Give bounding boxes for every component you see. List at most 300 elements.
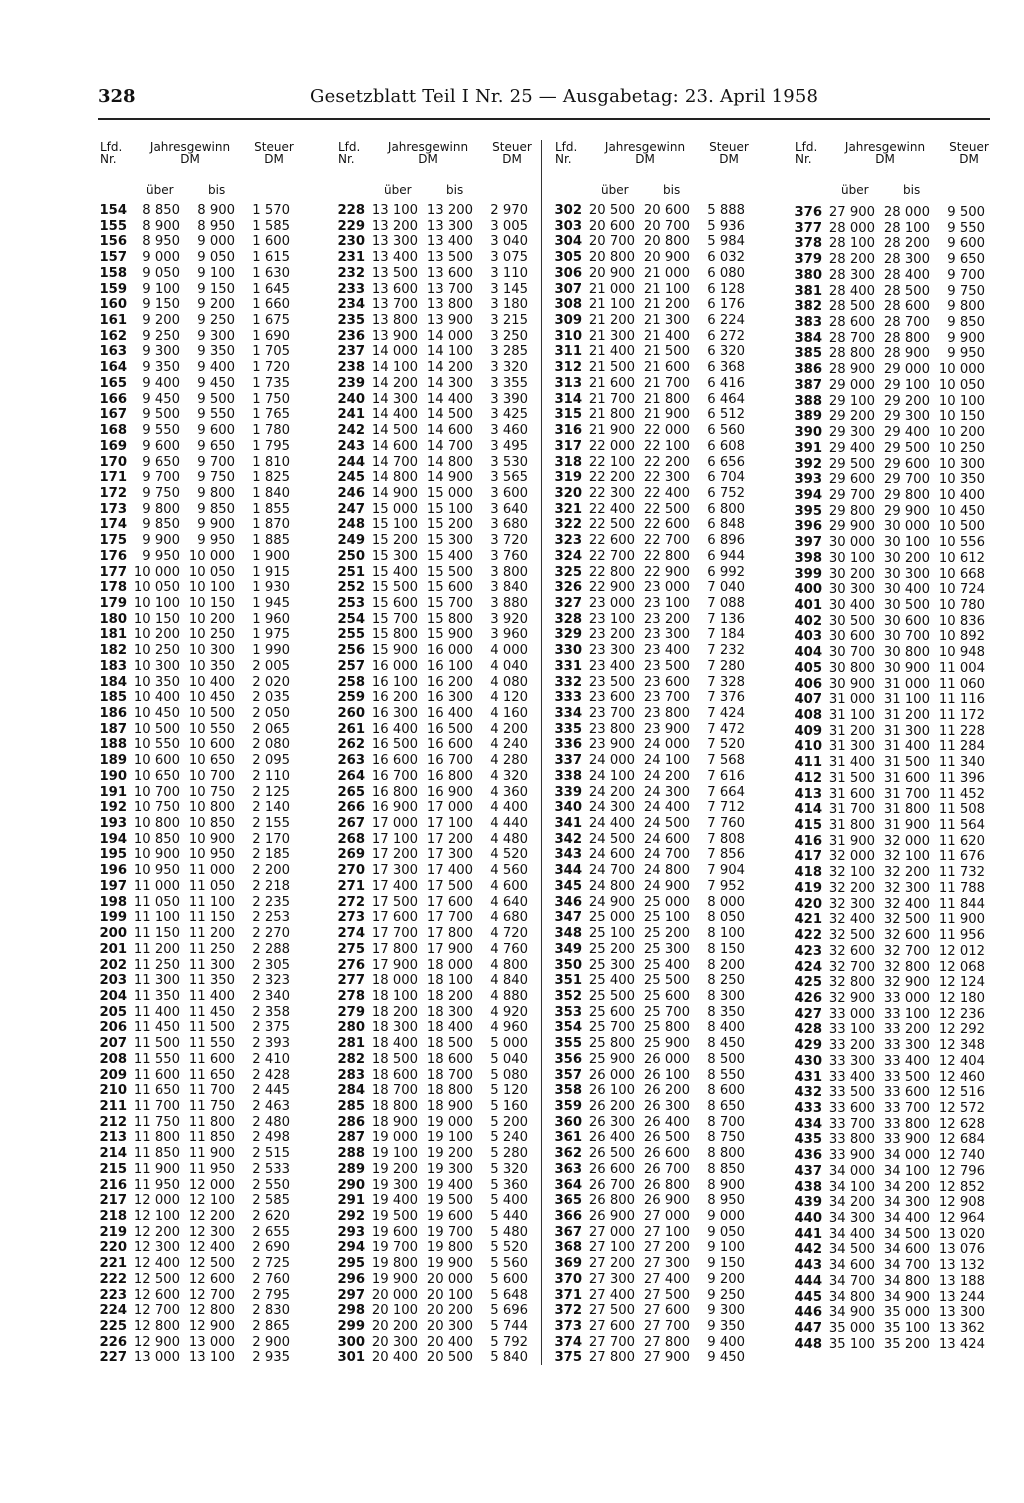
cell-steuer: 9 900 [947, 330, 985, 346]
cell-gewinn-bis: 9 900 [197, 517, 235, 533]
cell-gewinn-bis: 32 000 [883, 833, 930, 849]
cell-lfd-nr: 407 [794, 692, 822, 708]
table-row [100, 1052, 300, 1068]
cell-gewinn-bis: 19 800 [426, 1240, 473, 1256]
cell-gewinn-ueber: 21 100 [588, 297, 635, 313]
cell-lfd-nr: 391 [794, 440, 822, 456]
cell-steuer: 13 132 [938, 1258, 985, 1274]
cell-gewinn-ueber: 11 950 [133, 1177, 180, 1193]
header-ueber: über [601, 183, 629, 197]
cell-gewinn-ueber: 9 650 [142, 454, 180, 470]
table-row [338, 455, 538, 471]
table-row [555, 1350, 755, 1366]
cell-gewinn-bis: 19 900 [426, 1256, 473, 1272]
cell-gewinn-ueber: 12 100 [133, 1209, 180, 1224]
cell-steuer: 5 840 [490, 1350, 528, 1366]
cell-steuer: 4 720 [490, 926, 528, 942]
cell-lfd-nr: 375 [554, 1350, 582, 1366]
table-row [795, 394, 995, 410]
cell-gewinn-ueber: 31 800 [828, 818, 875, 834]
cell-gewinn-bis: 23 400 [643, 643, 690, 659]
cell-gewinn-ueber: 21 200 [588, 313, 635, 329]
cell-steuer: 13 188 [938, 1273, 985, 1289]
table-row [795, 645, 995, 661]
cell-steuer: 7 088 [707, 595, 745, 611]
cell-gewinn-ueber: 33 600 [828, 1100, 875, 1116]
table-row [338, 360, 538, 376]
cell-gewinn-bis: 27 500 [643, 1287, 690, 1303]
cell-lfd-nr: 294 [337, 1240, 365, 1256]
cell-gewinn-ueber: 14 900 [371, 485, 418, 501]
cell-lfd-nr: 243 [337, 438, 365, 454]
cell-lfd-nr: 185 [99, 690, 127, 706]
cell-gewinn-bis: 11 050 [188, 878, 235, 894]
cell-lfd-nr: 390 [794, 425, 822, 441]
table-row [338, 737, 538, 753]
table-row [100, 690, 300, 706]
cell-steuer: 2 125 [252, 784, 290, 800]
cell-steuer: 6 608 [707, 438, 745, 454]
table-row [338, 895, 538, 911]
cell-gewinn-ueber: 32 300 [828, 896, 875, 912]
cell-gewinn-ueber: 30 000 [828, 535, 875, 551]
cell-lfd-nr: 347 [554, 910, 582, 926]
cell-gewinn-ueber: 12 000 [133, 1193, 180, 1209]
cell-gewinn-ueber: 10 350 [133, 674, 180, 690]
table-row [555, 942, 755, 958]
cell-gewinn-bis: 17 600 [426, 894, 473, 910]
sub-header [555, 175, 755, 203]
cell-lfd-nr: 235 [337, 313, 365, 329]
cell-steuer: 1 900 [252, 548, 290, 564]
table-row [338, 879, 538, 895]
table-row [795, 567, 995, 583]
cell-gewinn-bis: 29 200 [883, 393, 930, 409]
table-row [338, 423, 538, 439]
table-row [555, 502, 755, 518]
table-row [100, 234, 300, 250]
cell-steuer: 1 750 [252, 391, 290, 407]
cell-lfd-nr: 205 [99, 1004, 127, 1020]
cell-lfd-nr: 361 [554, 1130, 582, 1146]
cell-gewinn-ueber: 33 000 [828, 1006, 875, 1022]
cell-gewinn-bis: 27 600 [643, 1303, 690, 1319]
cell-lfd-nr: 392 [794, 456, 822, 472]
cell-steuer: 8 300 [707, 988, 745, 1004]
cell-gewinn-ueber: 10 150 [133, 611, 180, 627]
cell-gewinn-bis: 10 200 [188, 611, 235, 627]
cell-gewinn-bis: 14 000 [426, 328, 473, 344]
cell-gewinn-bis: 30 500 [883, 597, 930, 613]
cell-steuer: 6 272 [707, 328, 745, 344]
table-row [338, 1335, 538, 1351]
table-row [338, 329, 538, 345]
table-row [100, 376, 300, 392]
cell-gewinn-bis: 34 500 [883, 1226, 930, 1242]
cell-gewinn-bis: 11 750 [188, 1098, 235, 1114]
table-row [100, 675, 300, 691]
cell-gewinn-bis: 10 850 [188, 816, 235, 832]
cell-steuer: 6 848 [707, 517, 745, 533]
cell-gewinn-bis: 18 900 [426, 1098, 473, 1114]
cell-gewinn-bis: 29 800 [883, 487, 930, 503]
cell-gewinn-bis: 13 700 [426, 281, 473, 297]
cell-gewinn-ueber: 35 000 [828, 1321, 875, 1337]
table-row [555, 1162, 755, 1178]
table-row [100, 863, 300, 879]
table-row [795, 582, 995, 598]
cell-gewinn-ueber: 12 600 [133, 1287, 180, 1303]
cell-gewinn-ueber: 17 300 [371, 863, 418, 879]
cell-lfd-nr: 400 [794, 582, 822, 598]
cell-lfd-nr: 371 [554, 1287, 582, 1303]
cell-gewinn-ueber: 21 600 [588, 375, 635, 391]
cell-gewinn-bis: 19 700 [426, 1224, 473, 1240]
table-row [795, 1195, 995, 1211]
table-row [338, 439, 538, 455]
cell-steuer: 3 425 [490, 407, 528, 423]
table-row [100, 580, 300, 596]
cell-gewinn-bis: 24 300 [643, 784, 690, 800]
cell-steuer: 6 176 [707, 297, 745, 313]
cell-gewinn-bis: 28 000 [883, 205, 930, 220]
cell-gewinn-ueber: 24 200 [588, 784, 635, 800]
cell-steuer: 10 780 [938, 597, 985, 613]
table-row [555, 360, 755, 376]
cell-lfd-nr: 223 [99, 1287, 127, 1303]
cell-gewinn-ueber: 10 900 [133, 847, 180, 863]
table-row [338, 1288, 538, 1304]
table-row [100, 737, 300, 753]
cell-lfd-nr: 444 [794, 1273, 822, 1289]
table-row [555, 596, 755, 612]
cell-gewinn-bis: 18 500 [426, 1036, 473, 1052]
table-row [338, 769, 538, 785]
cell-gewinn-bis: 18 800 [426, 1083, 473, 1099]
cell-gewinn-bis: 32 300 [883, 880, 930, 896]
cell-gewinn-ueber: 28 800 [828, 346, 875, 362]
cell-gewinn-bis: 34 000 [883, 1148, 930, 1164]
table-row [795, 739, 995, 755]
table-row [555, 1083, 755, 1099]
cell-steuer: 4 200 [490, 721, 528, 737]
table-row [555, 769, 755, 785]
cell-lfd-nr: 318 [554, 454, 582, 470]
cell-steuer: 12 684 [938, 1132, 985, 1148]
cell-steuer: 12 740 [938, 1148, 985, 1164]
cell-steuer: 1 645 [252, 281, 290, 297]
cell-gewinn-ueber: 32 100 [828, 865, 875, 881]
cell-gewinn-ueber: 18 300 [371, 1020, 418, 1036]
cell-gewinn-bis: 17 700 [426, 910, 473, 926]
cell-gewinn-ueber: 11 850 [133, 1146, 180, 1162]
cell-lfd-nr: 363 [554, 1161, 582, 1177]
cell-gewinn-bis: 28 900 [883, 346, 930, 362]
cell-lfd-nr: 221 [99, 1256, 127, 1272]
cell-gewinn-bis: 9 450 [197, 375, 235, 391]
cell-gewinn-bis: 29 500 [883, 440, 930, 456]
header-lfd-nr [100, 141, 122, 165]
cell-gewinn-ueber: 17 500 [371, 894, 418, 910]
header-steuer-line1: Steuer [254, 140, 294, 154]
cell-gewinn-ueber: 26 500 [588, 1146, 635, 1162]
cell-lfd-nr: 421 [794, 912, 822, 928]
cell-lfd-nr: 419 [794, 880, 822, 896]
cell-steuer: 4 360 [490, 784, 528, 800]
cell-gewinn-bis: 11 150 [188, 910, 235, 926]
cell-gewinn-ueber: 23 900 [588, 737, 635, 753]
cell-steuer: 12 292 [938, 1022, 985, 1038]
cell-steuer: 7 856 [707, 847, 745, 863]
cell-gewinn-bis: 17 100 [426, 816, 473, 832]
cell-gewinn-bis: 26 200 [643, 1083, 690, 1099]
cell-steuer: 3 760 [490, 548, 528, 564]
cell-steuer: 2 725 [252, 1256, 290, 1272]
cell-gewinn-bis: 15 000 [426, 485, 473, 501]
cell-lfd-nr: 369 [554, 1256, 582, 1272]
cell-gewinn-bis: 26 100 [643, 1067, 690, 1083]
cell-gewinn-bis: 24 800 [643, 863, 690, 879]
cell-gewinn-ueber: 33 700 [828, 1116, 875, 1132]
cell-gewinn-bis: 11 850 [188, 1130, 235, 1146]
cell-lfd-nr: 291 [337, 1193, 365, 1209]
cell-gewinn-bis: 32 200 [883, 865, 930, 881]
table-row [555, 1193, 755, 1209]
cell-gewinn-bis: 19 400 [426, 1177, 473, 1193]
cell-lfd-nr: 274 [337, 926, 365, 942]
cell-steuer: 2 170 [252, 831, 290, 847]
cell-gewinn-bis: 30 900 [883, 660, 930, 676]
cell-gewinn-ueber: 27 500 [588, 1303, 635, 1319]
cell-lfd-nr: 288 [337, 1146, 365, 1162]
cell-lfd-nr: 183 [99, 658, 127, 674]
cell-gewinn-bis: 11 800 [188, 1114, 235, 1130]
table-row [338, 958, 538, 974]
cell-gewinn-ueber: 16 300 [371, 706, 418, 721]
cell-steuer: 12 012 [938, 943, 985, 959]
cell-lfd-nr: 278 [337, 988, 365, 1004]
cell-gewinn-bis: 13 100 [188, 1350, 235, 1366]
table-row [555, 1020, 755, 1036]
cell-gewinn-ueber: 19 600 [371, 1224, 418, 1240]
cell-steuer: 12 404 [938, 1053, 985, 1069]
cell-lfd-nr: 370 [554, 1271, 582, 1287]
cell-gewinn-ueber: 9 450 [142, 391, 180, 407]
table-row [100, 1272, 300, 1288]
header-jahresgewinn-line1: Jahresgewinn [844, 140, 926, 154]
cell-steuer: 3 530 [490, 454, 528, 470]
cell-gewinn-ueber: 33 200 [828, 1038, 875, 1054]
cell-steuer: 2 035 [252, 690, 290, 706]
cell-steuer: 5 984 [707, 234, 745, 250]
cell-gewinn-bis: 9 400 [197, 360, 235, 376]
cell-gewinn-ueber: 29 600 [828, 472, 875, 488]
cell-steuer: 2 410 [252, 1051, 290, 1067]
table-row [555, 517, 755, 533]
cell-steuer: 1 690 [252, 328, 290, 344]
table-row [100, 1225, 300, 1241]
cell-lfd-nr: 187 [99, 721, 127, 737]
cell-gewinn-ueber: 14 300 [371, 391, 418, 407]
cell-lfd-nr: 437 [794, 1163, 822, 1179]
cell-steuer: 10 150 [938, 409, 985, 425]
cell-steuer: 2 760 [252, 1271, 290, 1287]
table-row [555, 297, 755, 313]
table-row [338, 706, 538, 722]
cell-steuer: 1 585 [252, 218, 290, 234]
cell-gewinn-bis: 11 700 [188, 1083, 235, 1099]
cell-gewinn-ueber: 8 900 [142, 218, 180, 234]
cell-gewinn-ueber: 16 800 [371, 784, 418, 800]
cell-lfd-nr: 342 [554, 831, 582, 847]
cell-gewinn-bis: 10 650 [188, 753, 235, 769]
cell-lfd-nr: 376 [794, 205, 822, 220]
cell-lfd-nr: 194 [99, 831, 127, 847]
table-row [555, 1005, 755, 1021]
cell-steuer: 2 185 [252, 847, 290, 863]
cell-gewinn-bis: 9 100 [197, 265, 235, 281]
cell-steuer: 2 690 [252, 1240, 290, 1256]
cell-steuer: 9 100 [707, 1240, 745, 1256]
cell-steuer: 2 480 [252, 1114, 290, 1130]
cell-gewinn-ueber: 11 300 [133, 973, 180, 989]
cell-gewinn-bis: 31 300 [883, 723, 930, 739]
cell-gewinn-bis: 11 600 [188, 1051, 235, 1067]
cell-gewinn-ueber: 20 300 [371, 1334, 418, 1350]
cell-lfd-nr: 298 [337, 1303, 365, 1319]
table-row [100, 879, 300, 895]
cell-gewinn-ueber: 20 200 [371, 1319, 418, 1335]
cell-gewinn-ueber: 22 600 [588, 533, 635, 549]
cell-gewinn-bis: 27 400 [643, 1271, 690, 1287]
cell-steuer: 10 450 [938, 503, 985, 519]
cell-steuer: 6 896 [707, 533, 745, 549]
cell-steuer: 8 850 [707, 1161, 745, 1177]
cell-lfd-nr: 246 [337, 485, 365, 501]
cell-steuer: 10 250 [938, 440, 985, 456]
table-row [338, 580, 538, 596]
cell-lfd-nr: 300 [337, 1334, 365, 1350]
cell-steuer: 5 440 [490, 1209, 528, 1224]
table-row [795, 598, 995, 614]
cell-lfd-nr: 156 [99, 234, 127, 250]
cell-gewinn-bis: 12 000 [188, 1177, 235, 1193]
cell-gewinn-ueber: 25 800 [588, 1036, 635, 1052]
cell-gewinn-bis: 12 800 [188, 1303, 235, 1319]
cell-steuer: 9 750 [947, 283, 985, 299]
table-row [795, 1070, 995, 1086]
table-row [795, 284, 995, 300]
cell-steuer: 13 020 [938, 1226, 985, 1242]
cell-gewinn-bis: 10 300 [188, 643, 235, 659]
table-row [338, 926, 538, 942]
cell-gewinn-ueber: 22 800 [588, 564, 635, 580]
table-row [338, 785, 538, 801]
cell-steuer: 9 650 [947, 252, 985, 268]
cell-lfd-nr: 210 [99, 1083, 127, 1099]
table-row [795, 409, 995, 425]
cell-steuer: 7 664 [707, 784, 745, 800]
table-row [555, 1052, 755, 1068]
cell-lfd-nr: 199 [99, 910, 127, 926]
table-row [795, 614, 995, 630]
cell-steuer: 2 095 [252, 753, 290, 769]
table-rows [795, 205, 995, 1352]
cell-steuer: 10 948 [938, 645, 985, 661]
cell-steuer: 8 550 [707, 1067, 745, 1083]
cell-lfd-nr: 234 [337, 297, 365, 313]
cell-gewinn-bis: 17 300 [426, 847, 473, 863]
table-row [795, 629, 995, 645]
cell-gewinn-ueber: 9 150 [142, 297, 180, 313]
cell-gewinn-ueber: 13 600 [371, 281, 418, 297]
table-row [795, 661, 995, 677]
cell-steuer: 5 280 [490, 1146, 528, 1162]
table-row [555, 234, 755, 250]
cell-lfd-nr: 427 [794, 1006, 822, 1022]
cell-lfd-nr: 286 [337, 1114, 365, 1130]
cell-lfd-nr: 296 [337, 1271, 365, 1287]
cell-gewinn-bis: 13 800 [426, 297, 473, 313]
cell-gewinn-bis: 10 500 [188, 706, 235, 721]
cell-lfd-nr: 214 [99, 1146, 127, 1162]
table-row [100, 785, 300, 801]
cell-gewinn-ueber: 9 000 [142, 250, 180, 266]
cell-gewinn-bis: 23 300 [643, 627, 690, 643]
table-row [795, 1038, 995, 1054]
cell-lfd-nr: 269 [337, 847, 365, 863]
table-row [555, 1146, 755, 1162]
cell-gewinn-ueber: 33 900 [828, 1148, 875, 1164]
cell-gewinn-bis: 10 100 [188, 580, 235, 596]
cell-lfd-nr: 176 [99, 548, 127, 564]
cell-gewinn-bis: 24 900 [643, 878, 690, 894]
table-row [338, 266, 538, 282]
cell-gewinn-bis: 30 000 [883, 519, 930, 535]
header-jahresgewinn-line2: DM [635, 152, 655, 166]
cell-steuer: 7 520 [707, 737, 745, 753]
cell-steuer: 10 892 [938, 629, 985, 645]
table-row [100, 942, 300, 958]
cell-gewinn-ueber: 17 200 [371, 847, 418, 863]
cell-gewinn-ueber: 25 200 [588, 941, 635, 957]
table-row [100, 517, 300, 533]
cell-lfd-nr: 248 [337, 517, 365, 533]
cell-gewinn-ueber: 22 700 [588, 548, 635, 564]
cell-gewinn-ueber: 17 000 [371, 816, 418, 832]
cell-gewinn-ueber: 11 100 [133, 910, 180, 926]
table-row [338, 973, 538, 989]
cell-gewinn-bis: 29 400 [883, 425, 930, 441]
cell-gewinn-ueber: 32 800 [828, 975, 875, 991]
cell-gewinn-ueber: 10 600 [133, 753, 180, 769]
cell-gewinn-ueber: 15 700 [371, 611, 418, 627]
cell-steuer: 4 000 [490, 643, 528, 659]
cell-gewinn-ueber: 16 500 [371, 737, 418, 753]
cell-steuer: 11 788 [938, 880, 985, 896]
cell-gewinn-bis: 29 300 [883, 409, 930, 425]
cell-steuer: 4 400 [490, 800, 528, 816]
cell-lfd-nr: 406 [794, 676, 822, 692]
table-row [338, 627, 538, 643]
cell-lfd-nr: 355 [554, 1036, 582, 1052]
cell-lfd-nr: 311 [554, 344, 582, 360]
cell-gewinn-bis: 15 100 [426, 501, 473, 517]
cell-gewinn-bis: 34 100 [883, 1163, 930, 1179]
cell-gewinn-bis: 30 700 [883, 629, 930, 645]
cell-steuer: 12 460 [938, 1069, 985, 1085]
cell-gewinn-bis: 21 400 [643, 328, 690, 344]
